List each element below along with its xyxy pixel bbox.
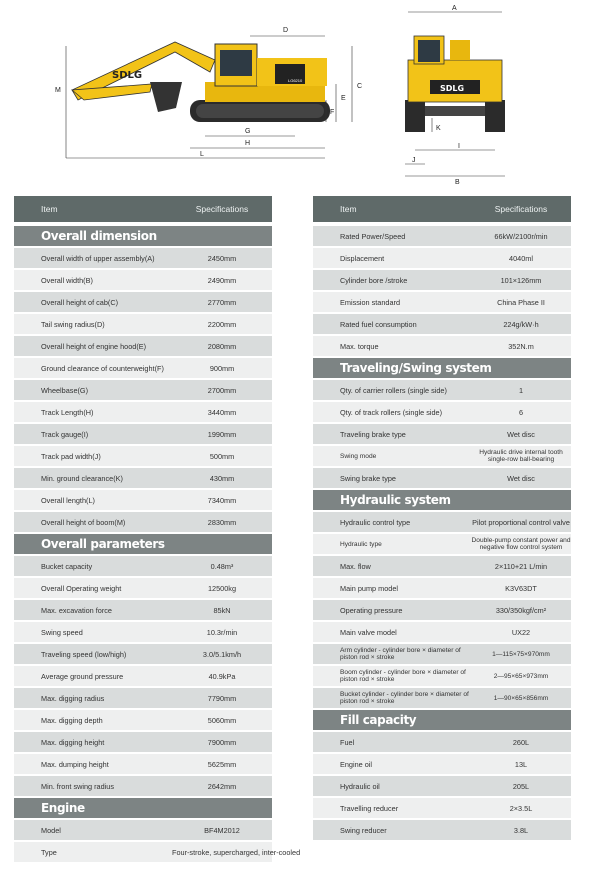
row-value: 3.8L (513, 825, 529, 835)
svg-text:G: G (245, 128, 251, 135)
row-item: Track gauge(I) (41, 429, 89, 439)
row-value: 13L (514, 759, 528, 769)
table-row (313, 776, 571, 796)
row-value: China Phase II (497, 297, 545, 307)
row-item: Max. flow (340, 561, 371, 571)
svg-text:I: I (458, 143, 460, 150)
row-item: Hydraulic type (340, 540, 382, 548)
row-value: 2200mm (207, 319, 237, 329)
row-value: 4040ml (509, 253, 533, 263)
table-row (313, 688, 571, 708)
row-value: 2×3.5L (509, 803, 533, 813)
header-item: Item (41, 204, 58, 214)
svg-text:J: J (412, 157, 416, 164)
row-value: 2—95×65×973mm (493, 672, 549, 680)
svg-text:SDLG: SDLG (112, 70, 143, 81)
row-item: Overall length(L) (41, 495, 95, 505)
row-item: Fuel (340, 737, 355, 747)
table-row (14, 402, 272, 422)
row-value: 5060mm (207, 715, 237, 725)
row-value: 2450mm (207, 253, 237, 263)
header-item: Item (340, 204, 357, 214)
row-value: 3440mm (207, 407, 237, 417)
svg-text:SDLG: SDLG (440, 84, 465, 93)
table-row (14, 644, 272, 664)
table-row (14, 578, 272, 598)
row-item: Min. ground clearance(K) (41, 473, 123, 483)
table-row (313, 226, 571, 246)
row-item: Overall width of upper assembly(A) (41, 253, 155, 263)
row-item: Traveling brake type (340, 429, 406, 439)
row-value: 7900mm (207, 737, 237, 747)
table-row (313, 666, 571, 686)
left-spec-table (14, 196, 301, 864)
row-item: Overall height of boom(M) (41, 517, 126, 527)
table-row (14, 248, 272, 268)
row-item: Boom cylinder - cylinder bore × diameter of piston rod × stroke (340, 669, 466, 683)
table-row (14, 380, 272, 400)
row-value: 900mm (209, 363, 235, 373)
row-value: 430mm (209, 473, 235, 483)
row-value: 2642mm (207, 781, 237, 791)
row-value: 1—90×65×856mm (493, 694, 549, 702)
row-item: Min. front swing radius (41, 781, 114, 791)
row-item: Type (41, 847, 57, 857)
row-item: Displacement (340, 253, 385, 263)
table-row (313, 556, 571, 576)
table-row (313, 732, 571, 752)
row-item: Max. digging radius (41, 693, 105, 703)
table-row (14, 468, 272, 488)
row-value: Hydraulic drive internal tooth single-row ball-bearing (479, 449, 563, 463)
section-title: Fill capacity (313, 710, 571, 730)
table-row (313, 424, 571, 444)
table-row (313, 644, 571, 664)
right-spec-table (313, 196, 571, 842)
row-value: 1 (518, 385, 524, 395)
row-value: Pilot proportional control valve (472, 517, 570, 527)
row-item: Ground clearance of counterweight(F) (41, 363, 164, 373)
table-header (14, 196, 272, 222)
svg-text:F: F (330, 109, 335, 116)
row-item: Traveling speed (low/high) (41, 649, 127, 659)
row-item: Hydraulic oil (340, 781, 380, 791)
table-row (313, 820, 571, 840)
row-value: 7340mm (207, 495, 237, 505)
row-value: Wet disc (507, 473, 535, 483)
row-value: 1—115×75×970mm (492, 650, 550, 658)
row-value: 2490mm (207, 275, 237, 285)
row-item: Max. digging height (41, 737, 105, 747)
row-value: 352N.m (508, 341, 534, 351)
table-row (14, 424, 272, 444)
row-value: 2830mm (207, 517, 237, 527)
table-row (313, 380, 571, 400)
section-title: Traveling/Swing system (313, 358, 571, 378)
row-item: Bucket capacity (41, 561, 93, 571)
row-value: 12500kg (208, 583, 236, 593)
row-item: Travelling reducer (340, 803, 399, 813)
row-value: 101×126mm (500, 275, 542, 285)
row-value: 3.0/5.1km/h (202, 649, 242, 659)
row-value: Wet disc (507, 429, 535, 439)
svg-text:A: A (452, 5, 457, 12)
svg-text:LG6210: LG6210 (288, 78, 303, 83)
section-title: Overall dimension (14, 226, 272, 246)
row-value: Double-pump constant power and negative flow control system (471, 537, 571, 551)
row-item: Bucket cylinder - cylinder bore × diameter of piston rod × stroke (340, 691, 469, 705)
table-row (313, 534, 571, 554)
row-value: 224g/kW·h (503, 319, 539, 329)
table-row (313, 270, 571, 290)
table-row (14, 688, 272, 708)
left-table-body (14, 226, 301, 862)
row-item: Rated fuel consumption (340, 319, 417, 329)
table-row (313, 336, 571, 356)
table-row (14, 358, 272, 378)
row-item: Overall Operating weight (41, 583, 122, 593)
svg-text:M: M (55, 87, 61, 94)
row-value: UX22 (511, 627, 531, 637)
row-item: Overall height of cab(C) (41, 297, 119, 307)
table-row (313, 446, 571, 466)
row-item: Max. digging depth (41, 715, 103, 725)
row-item: Wheelbase(G) (41, 385, 89, 395)
row-value: 2×110+21 L/min (494, 561, 548, 571)
table-row (14, 600, 272, 620)
table-row (14, 490, 272, 510)
row-item: Swing brake type (340, 473, 396, 483)
row-item: Hydraulic control type (340, 517, 411, 527)
row-value: 205L (512, 781, 530, 791)
row-value: 2080mm (207, 341, 237, 351)
table-row (14, 622, 272, 642)
row-item: Tail swing radius(D) (41, 319, 105, 329)
row-item: Swing speed (41, 627, 83, 637)
row-item: Model (41, 825, 61, 835)
table-row (313, 402, 571, 422)
row-value: 260L (512, 737, 530, 747)
table-row (313, 248, 571, 268)
svg-text:K: K (436, 125, 441, 132)
row-item: Cylinder bore /stroke (340, 275, 408, 285)
row-value: K3V63DT (505, 583, 537, 593)
row-item: Swing mode (340, 452, 377, 460)
row-value: 330/350kgf/cm² (495, 605, 547, 615)
row-value: 85kN (213, 605, 231, 615)
row-value: 6 (518, 407, 524, 417)
row-item: Arm cylinder - cylinder bore × diameter of piston rod × stroke (340, 647, 461, 661)
row-item: Qty. of carrier rollers (single side) (340, 385, 447, 395)
svg-text:H: H (245, 140, 251, 147)
table-row (14, 710, 272, 730)
row-item: Operating pressure (340, 605, 403, 615)
header-spec: Specifications (494, 204, 548, 214)
row-item: Engine oil (340, 759, 373, 769)
row-value: 7790mm (207, 693, 237, 703)
table-row (313, 578, 571, 598)
row-value: 2700mm (207, 385, 237, 395)
table-row (14, 314, 272, 334)
table-row (313, 798, 571, 818)
row-item: Overall height of engine hood(E) (41, 341, 147, 351)
row-item: Overall width(B) (41, 275, 93, 285)
table-header (313, 196, 571, 222)
row-item: Max. torque (340, 341, 379, 351)
row-item: Rated Power/Speed (340, 231, 406, 241)
row-item: Main pump model (340, 583, 398, 593)
table-row (313, 314, 571, 334)
section-title: Hydraulic system (313, 490, 571, 510)
row-item: Max. dumping height (41, 759, 109, 769)
table-row (14, 270, 272, 290)
side-view-excavator (72, 42, 330, 122)
table-row (14, 446, 272, 466)
svg-text:C: C (357, 83, 363, 90)
table-row (14, 512, 272, 532)
table-row (313, 622, 571, 642)
table-row (14, 776, 272, 796)
table-row (14, 292, 272, 312)
section-title: Overall parameters (14, 534, 272, 554)
row-value: 40.9kPa (208, 671, 236, 681)
row-value: 2770mm (207, 297, 237, 307)
row-item: Track pad width(J) (41, 451, 101, 461)
svg-text:E: E (341, 95, 346, 102)
table-row (14, 666, 272, 686)
section-title: Engine (14, 798, 272, 818)
row-value: 500mm (209, 451, 235, 461)
table-row (313, 468, 571, 488)
table-row (313, 754, 571, 774)
front-view-excavator (405, 36, 505, 132)
row-value: 5625mm (207, 759, 237, 769)
table-row (14, 820, 272, 840)
table-row (14, 556, 272, 576)
table-row (14, 754, 272, 774)
svg-text:L: L (200, 151, 204, 158)
table-row (313, 292, 571, 312)
row-value: 66kW/2100r/min (494, 231, 548, 241)
table-row (14, 336, 272, 356)
table-row (313, 600, 571, 620)
row-value: 10.3r/min (206, 627, 238, 637)
row-item: Emission standard (340, 297, 401, 307)
svg-text:D: D (283, 27, 289, 34)
table-row (313, 512, 571, 532)
excavator-dimension-drawing (0, 0, 599, 190)
row-value: 1990mm (207, 429, 237, 439)
row-item: Track Length(H) (41, 407, 94, 417)
row-item: Swing reducer (340, 825, 387, 835)
row-item: Main valve model (340, 627, 397, 637)
row-item: Qty. of track rollers (single side) (340, 407, 443, 417)
row-value: Four-stroke, supercharged, inter-cooled (172, 847, 301, 857)
row-item: Max. excavation force (41, 605, 112, 615)
row-value: BF4M2012 (204, 825, 240, 835)
table-row (14, 732, 272, 752)
row-item: Average ground pressure (41, 671, 124, 681)
table-row (14, 842, 301, 862)
right-table-body (313, 226, 571, 840)
header-spec: Specifications (195, 204, 249, 214)
row-value: 0.48m³ (210, 561, 234, 571)
svg-text:B: B (455, 179, 460, 186)
